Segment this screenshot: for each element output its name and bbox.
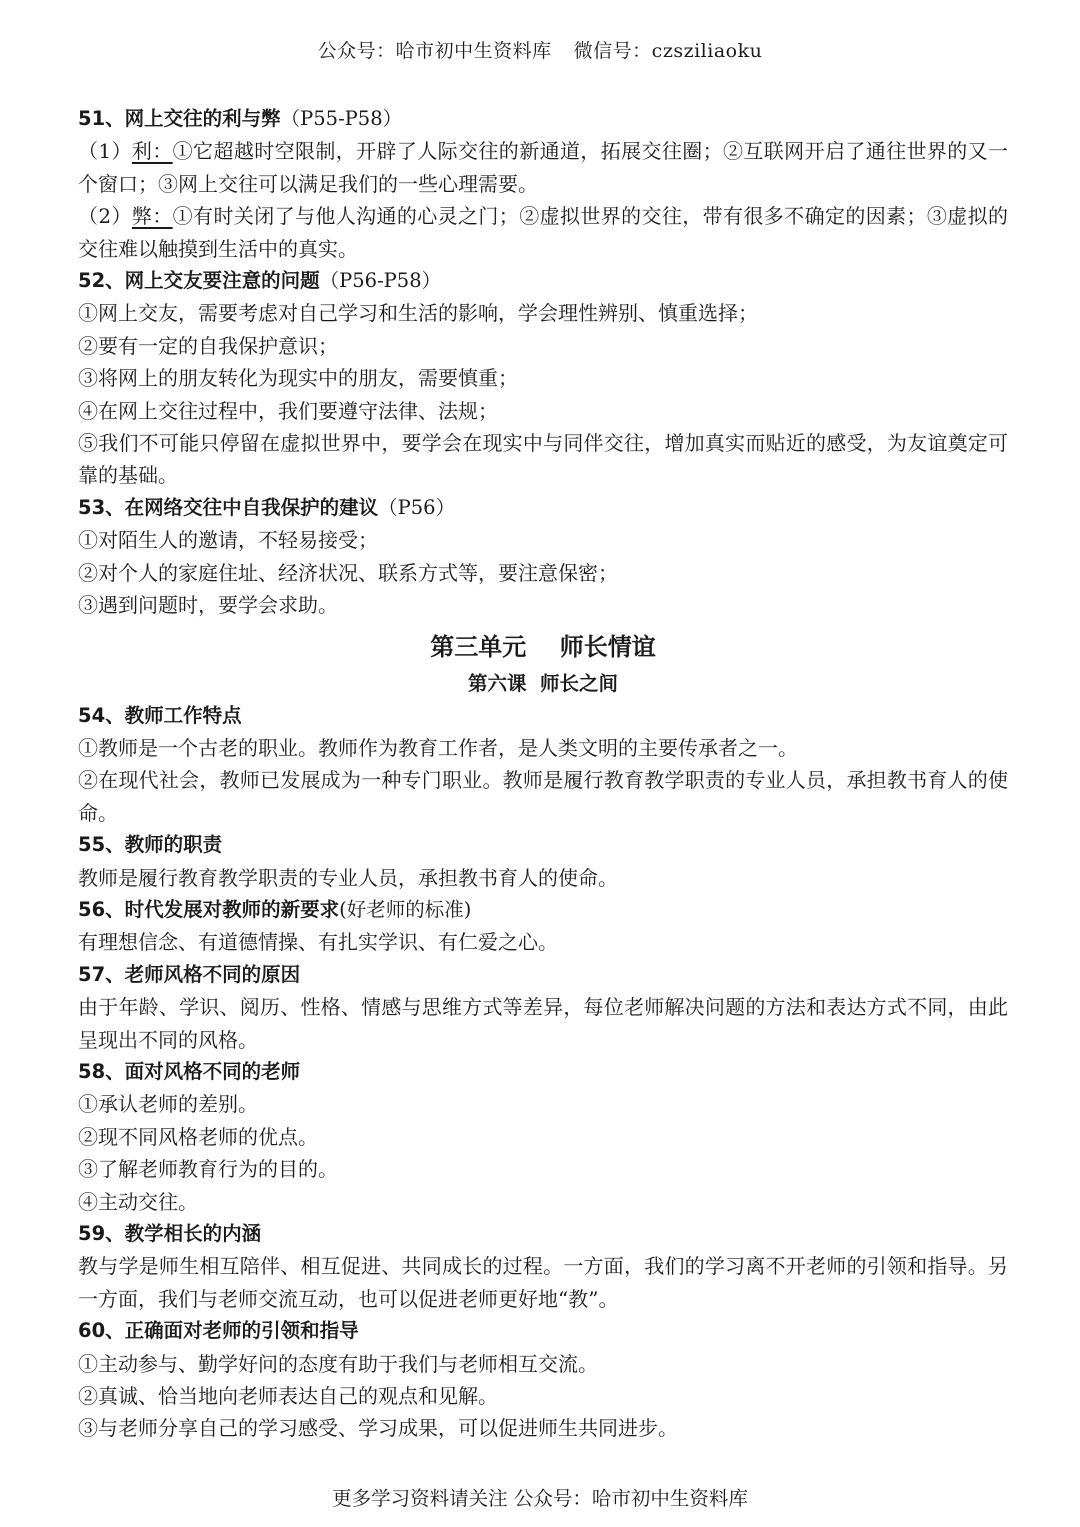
section-53-heading	[78, 492, 1008, 524]
list-item: ③与老师分享自己的学习感受、学习成果，可以促进师生共同进步。	[78, 1416, 678, 1441]
section-56-note: (好老师的标准)	[339, 897, 472, 921]
list-item: ①网上交友，需要考虑对自己学习和生活的影响，学会理性辨别、慎重选择；	[78, 301, 758, 326]
section-51-pro-paragraph	[78, 135, 1008, 200]
section-51-heading	[78, 103, 1008, 135]
list-item: ③将网上的朋友转化为现实中的朋友，需要慎重；	[78, 366, 518, 391]
section-51-pro-label: 利：	[131, 139, 173, 164]
section-58-title: 58、面对风格不同的老师	[78, 1059, 301, 1083]
section-53-page-ref: （P56）	[378, 495, 456, 519]
list-item: ⑤我们不可能只停留在虚拟世界中，要学会在现实中与同伴交往，增加真实而贴近的感受，为友谊奠定可靠的基础。	[78, 431, 1008, 488]
list-item: ③了解老师教育行为的目的。	[78, 1157, 338, 1182]
section-56-heading	[78, 894, 1008, 926]
document-body	[78, 103, 1008, 1445]
section-55-title: 55、教师的职责	[78, 833, 223, 857]
section-51-pro-text: ①它超越时空限制，开辟了人际交往的新通道，拓展交往圈；②互联网开启了通往世界的又一个窗口；③网上交往可以满足我们的一些心理需要。	[78, 139, 1009, 196]
section-54-title: 54、教师工作特点	[78, 703, 242, 727]
unit-title: 第三单元 师长情谊	[430, 632, 656, 661]
list-item: ②在现代社会，教师已发展成为一种专门职业。教师是履行教育教学职责的专业人员，承担教书育人的使命。	[78, 768, 1008, 825]
section-59-title: 59、教学相长的内涵	[78, 1222, 262, 1245]
list-item: ①承认老师的差别。	[78, 1092, 258, 1117]
list-item: ②真诚、恰当地向老师表达自己的观点和见解。	[78, 1384, 498, 1409]
lesson-title: 第六课 师长之间	[467, 671, 619, 695]
section-60-title: 60、正确面对老师的引领和指导	[78, 1319, 359, 1343]
list-item: ④在网上交往过程中，我们要遵守法律、法规；	[78, 398, 498, 423]
section-52-heading	[78, 265, 1008, 297]
list-item: ①教师是一个古老的职业。教师作为教育工作者，是人类文明的主要传承者之一。	[78, 735, 798, 760]
section-52-title: 52、网上交友要注意的问题	[78, 269, 320, 293]
list-item: ②对个人的家庭住址、经济状况、联系方式等，要注意保密；	[78, 560, 618, 585]
section-51-con-paragraph	[78, 200, 1008, 265]
section-51-page-ref: （P55-P58）	[280, 107, 403, 130]
section-55-text: 教师是履行教育教学职责的专业人员，承担教书育人的使命。	[78, 865, 618, 890]
page-header	[0, 36, 1080, 63]
list-item: ①主动参与、勤学好问的态度有助于我们与老师相互交流。	[78, 1351, 598, 1376]
list-item: ②要有一定的自我保护意识；	[78, 333, 338, 358]
section-59-text: 教与学是师生相互陪伴、相互促进、共同成长的过程。一方面，我们的学习离不开老师的引领和指导。另一方面，我们与老师交流互动，也可以促进老师更好地“教”。	[78, 1254, 1008, 1311]
list-item: ①对陌生人的邀请，不轻易接受；	[78, 528, 378, 553]
section-51-pro-number: （1）	[78, 139, 132, 164]
section-51-con-label: 弊：	[131, 204, 173, 229]
section-57-text: 由于年龄、学识、阅历、性格、情感与思维方式等差异，每位老师解决问题的方法和表达方式不同，由此呈现出不同的风格。	[78, 995, 1008, 1052]
list-item: ④主动交往。	[78, 1189, 198, 1214]
section-56-title: 56、时代发展对教师的新要求	[78, 897, 340, 921]
section-56-text: 有理想信念、有道德情操、有扎实学识、有仁爱之心。	[78, 930, 558, 955]
section-51-con-text: ①有时关闭了与他人沟通的心灵之门；②虚拟世界的交往，带有很多不确定的因素；③虚拟的交往难以触摸到生活中的真实。	[78, 204, 1009, 261]
list-item: ③遇到问题时，要学会求助。	[78, 593, 338, 618]
section-52-page-ref: （P56-P58）	[319, 269, 442, 293]
page-footer: 更多学习资料请关注 公众号：哈市初中生资料库	[332, 1487, 748, 1510]
list-item: ②现不同风格老师的优点。	[78, 1124, 318, 1149]
section-57-title: 57、老师风格不同的原因	[78, 962, 301, 986]
section-51-title: 51、网上交往的利与弊	[78, 107, 281, 130]
header-wechat: 微信号：czsziliaoku	[573, 40, 763, 62]
section-53-title: 53、在网络交往中自我保护的建议	[78, 495, 379, 519]
header-account: 公众号：哈市初中生资料库	[317, 40, 552, 62]
section-51-con-number: （2）	[78, 204, 132, 229]
